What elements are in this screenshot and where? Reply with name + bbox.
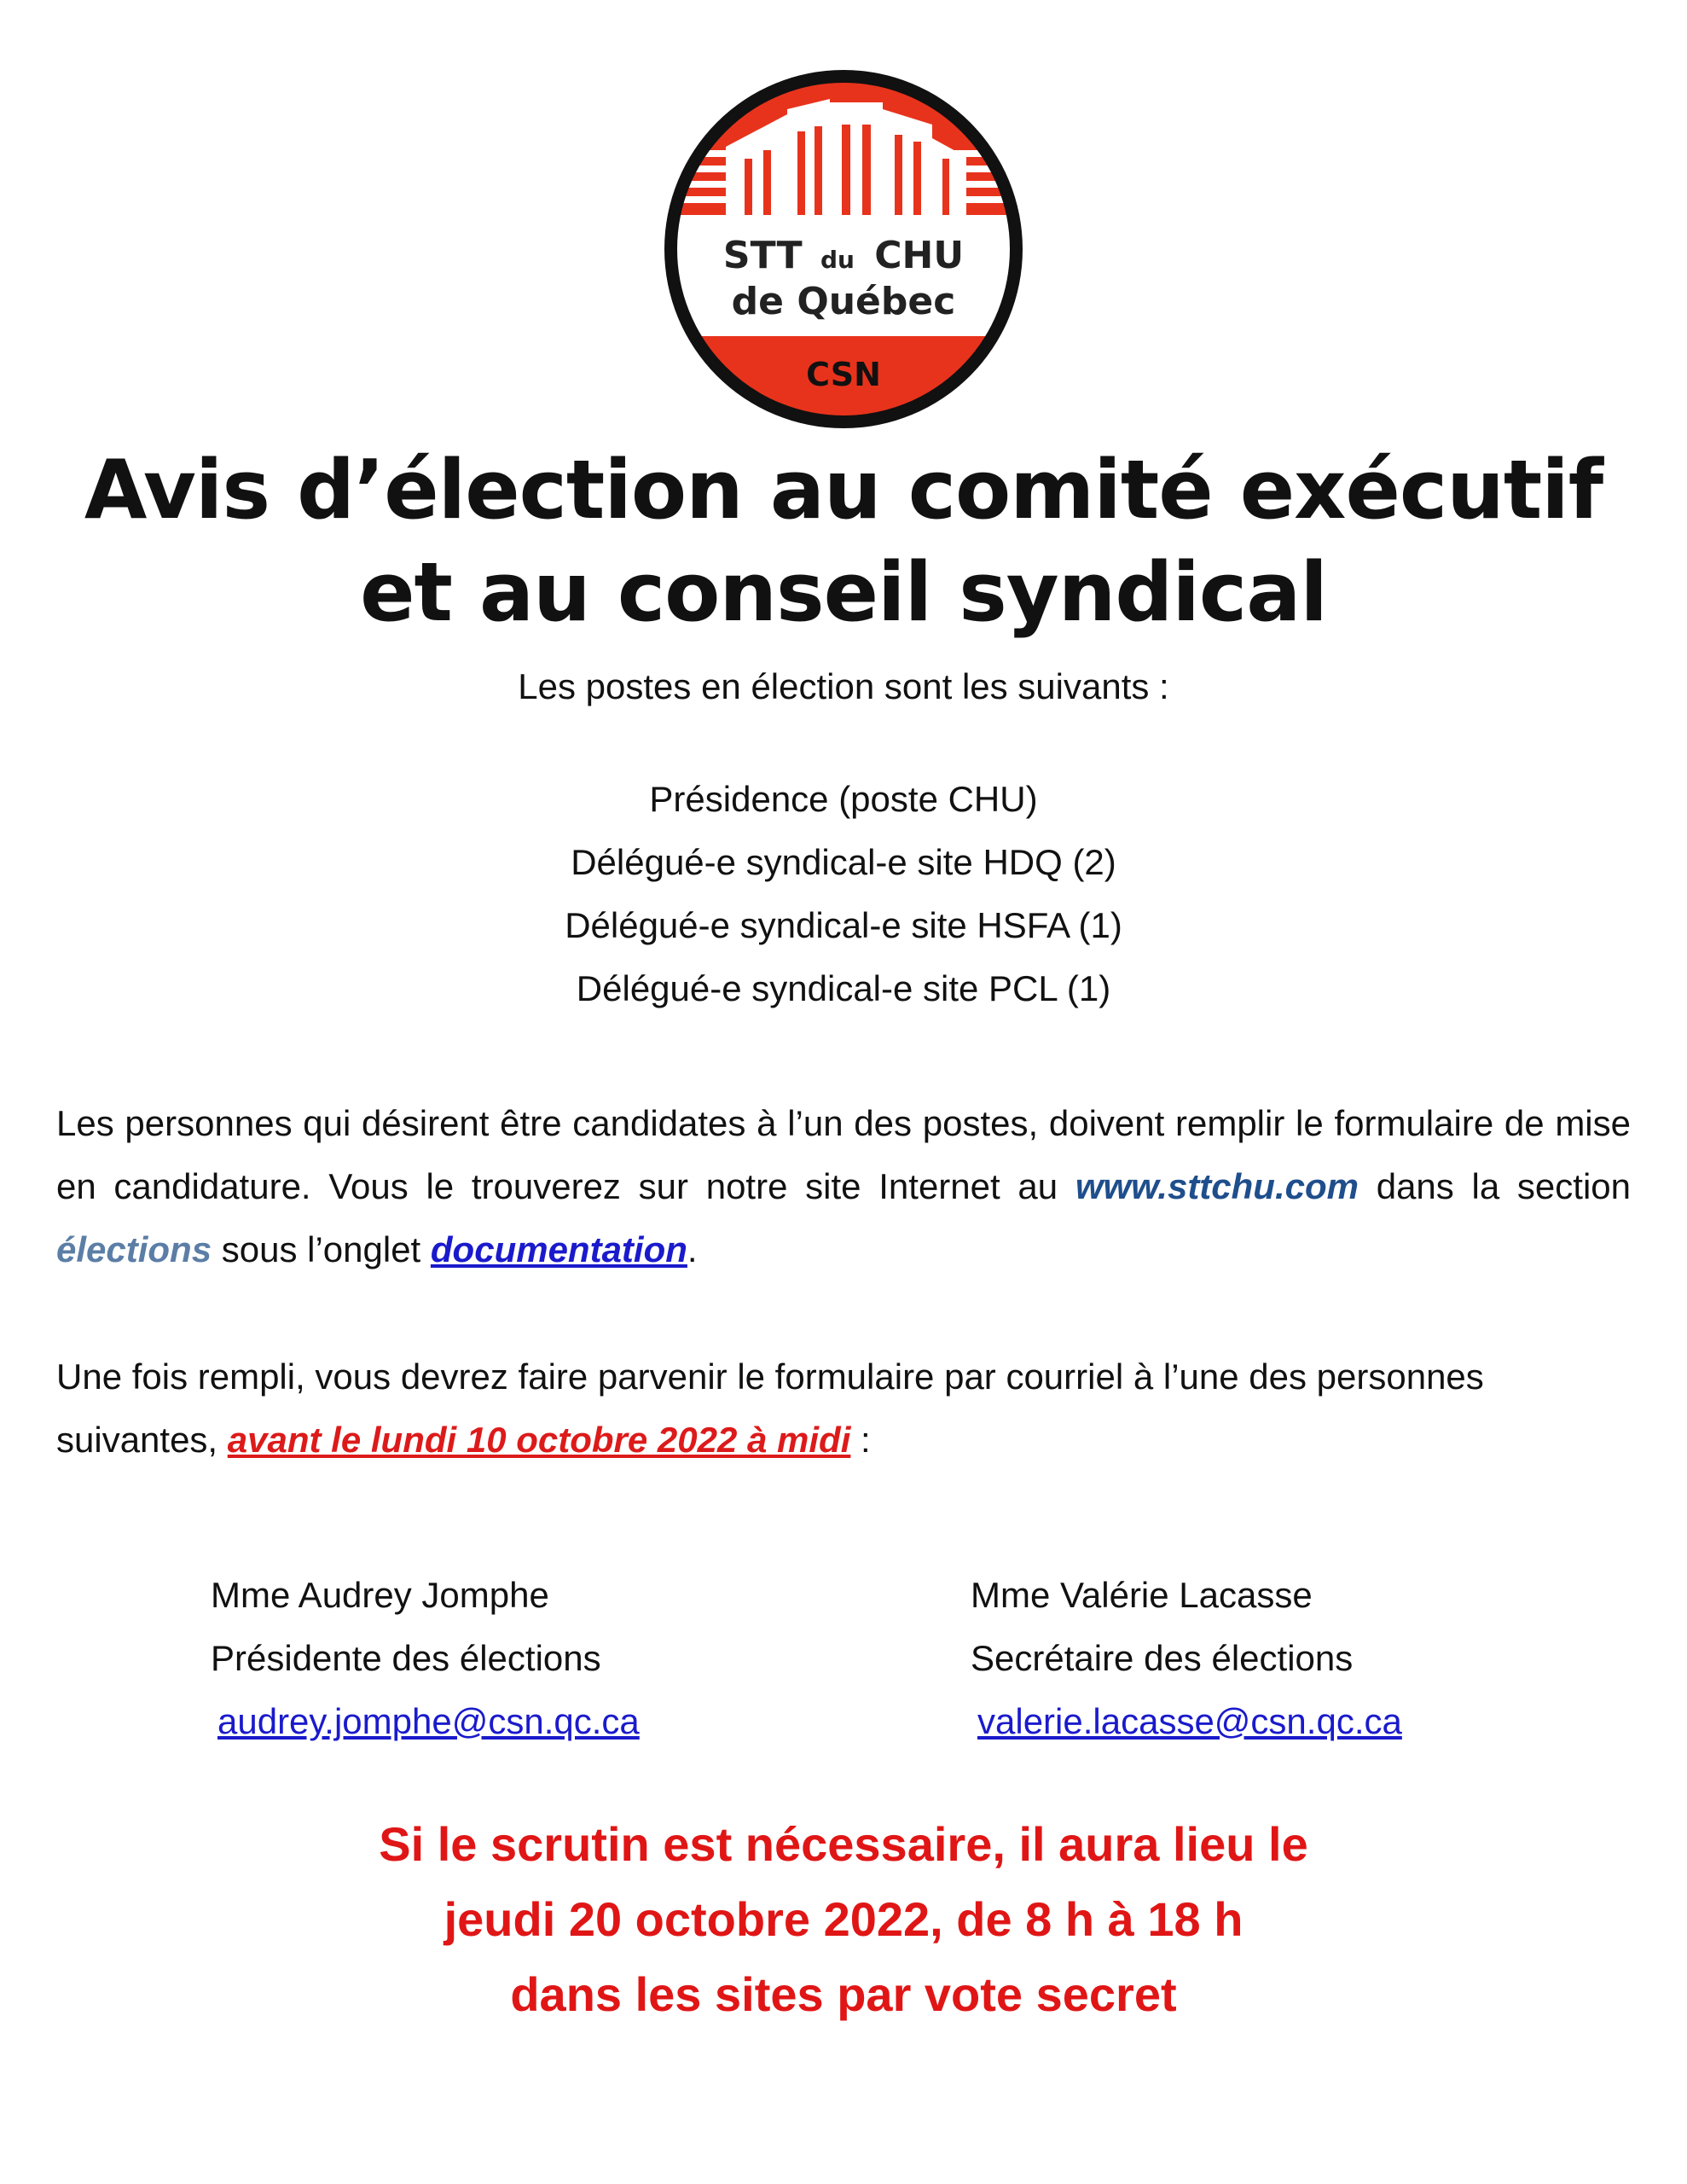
position-item: Délégué-e syndical-e site HSFA (1) (565, 905, 1122, 945)
candidacy-text-2: dans la section (1359, 1166, 1631, 1206)
contact-name: Mme Audrey Jomphe (211, 1575, 549, 1615)
candidacy-text-3: sous l’onglet (212, 1229, 431, 1269)
union-logo (659, 65, 1028, 433)
elections-section-link[interactable]: élections (56, 1229, 212, 1269)
submission-text-2: : (850, 1420, 871, 1460)
candidacy-paragraph (56, 1092, 1631, 1281)
contact-role: Présidente des élections (211, 1638, 601, 1678)
logo-emblem-icon (659, 65, 1028, 433)
positions-intro: Les postes en élection sont les suivants : (518, 666, 1169, 706)
page-title (0, 439, 1687, 644)
contact-secretary (971, 1564, 1402, 1753)
logo-text-stt: STT (722, 234, 803, 277)
deadline-text: avant le lundi 10 octobre 2022 à midi (227, 1420, 851, 1460)
position-item: Délégué-e syndical-e site HDQ (2) (571, 842, 1116, 882)
candidacy-text: Les personnes qui désirent être candidates à l’un des postes, doivent remplir le formulaire de mise en candidature. Vous le trouverez sur notre site Internet au (56, 1103, 1631, 1206)
position-item: Présidence (poste CHU) (649, 779, 1038, 819)
candidacy-text-4: . (687, 1229, 698, 1269)
title-line-2: et au conseil syndical (360, 546, 1327, 640)
title-line-1: Avis d’élection au comité exécutif (84, 444, 1603, 537)
notice-line-3: dans les sites par vote secret (510, 1967, 1177, 2021)
website-link[interactable]: www.sttchu.com (1075, 1166, 1359, 1206)
logo-text-du: du (820, 246, 855, 274)
contact-email-link[interactable]: audrey.jomphe@csn.qc.ca (217, 1701, 640, 1741)
position-item: Délégué-e syndical-e site PCL (1) (576, 968, 1111, 1008)
logo-text-quebec: de Québec (731, 280, 956, 323)
contact-role: Secrétaire des élections (971, 1638, 1354, 1678)
submission-text: Une fois rempli, vous devrez faire parvenir le formulaire par courriel à l’une des personnes suivantes, (56, 1356, 1484, 1460)
submission-paragraph (56, 1345, 1631, 1472)
contact-name: Mme Valérie Lacasse (971, 1575, 1313, 1615)
contact-email-link[interactable]: valerie.lacasse@csn.qc.ca (977, 1701, 1402, 1741)
logo-text-csn: CSN (806, 356, 881, 393)
notice-line-2: jeudi 20 octobre 2022, de 8 h à 18 h (443, 1892, 1244, 1946)
contact-president (211, 1564, 640, 1753)
notice-line-1: Si le scrutin est nécessaire, il aura lieu le (379, 1817, 1308, 1871)
documentation-link[interactable]: documentation (430, 1229, 687, 1269)
vote-notice (0, 1807, 1687, 2032)
logo-text-chu: CHU (874, 234, 965, 277)
positions-list (0, 768, 1687, 1020)
